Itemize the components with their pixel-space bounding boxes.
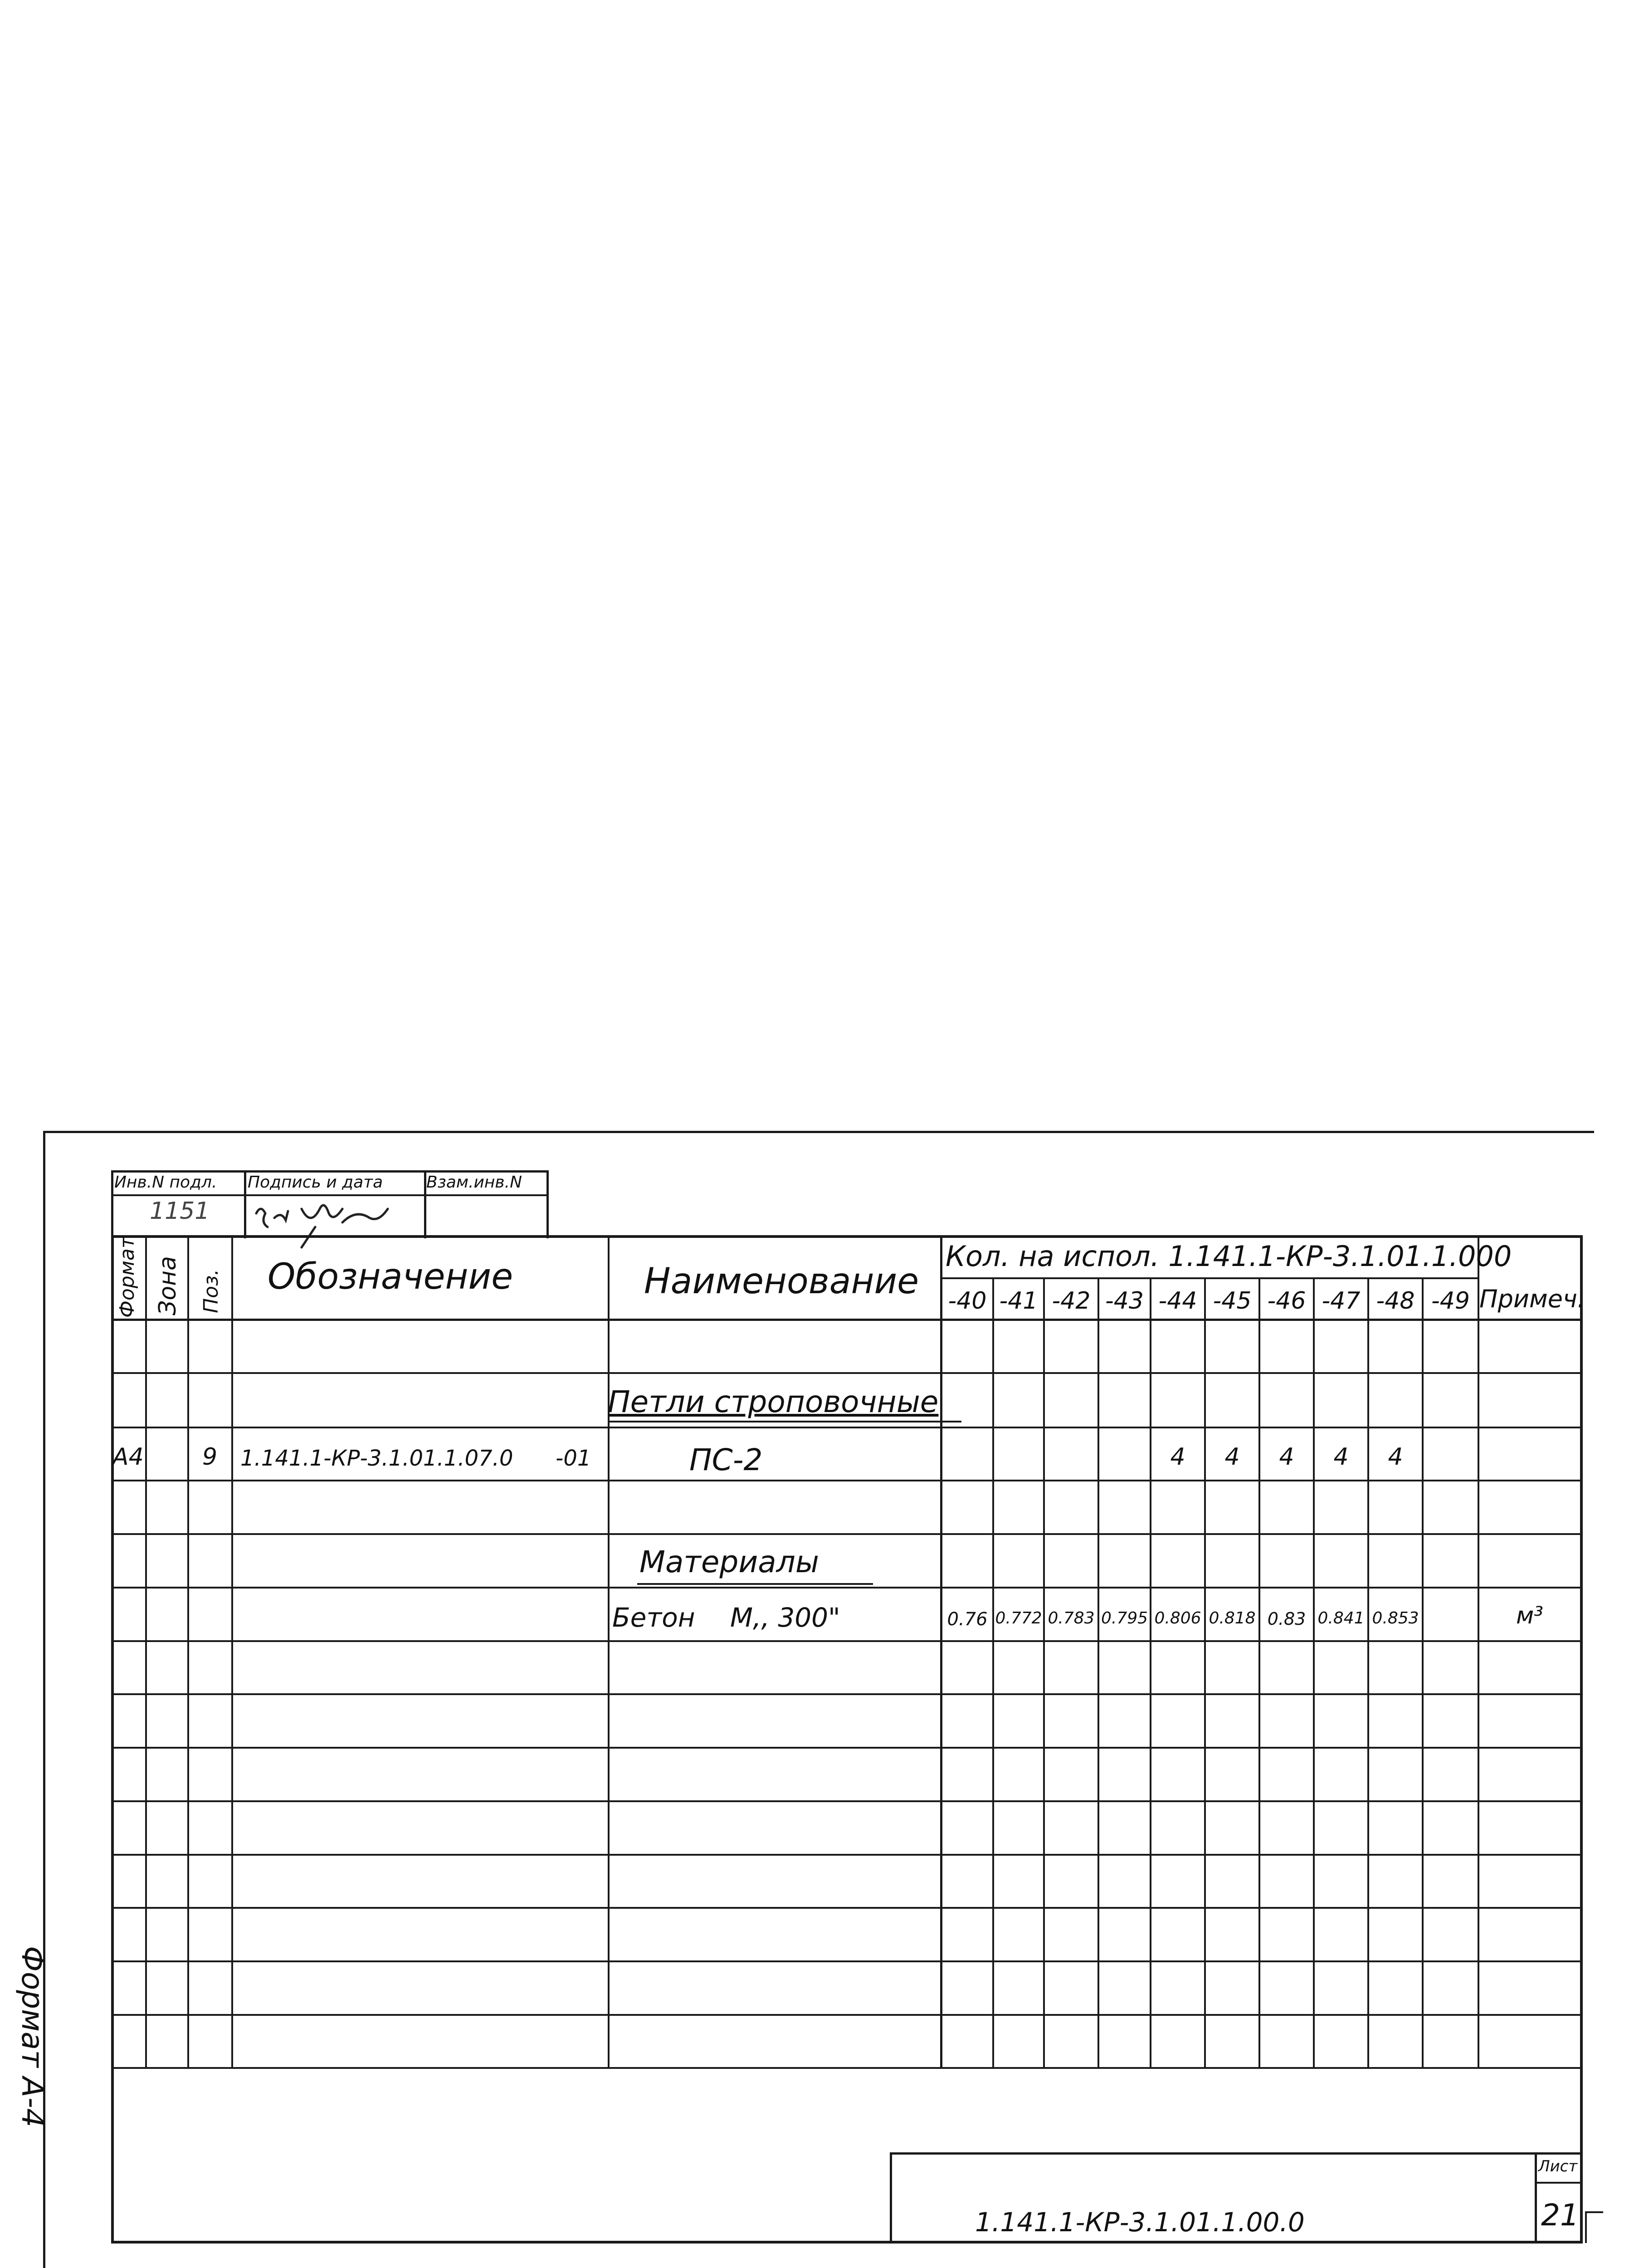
stamp-header-inv: Инв.N подл. [114,1173,217,1192]
section-materials: Материалы [639,1545,819,1579]
row-concrete-qty-42: 0.783 [1048,1609,1095,1628]
header-zone: Зона [154,1256,181,1315]
header-name: Наименование [644,1261,919,1302]
qty-col-40: -40 [948,1287,987,1315]
row-concrete-grade: М,, 300" [730,1602,840,1633]
row-loop-qty-45: 4 [1224,1443,1240,1471]
row-concrete-qty-46: 0.83 [1267,1609,1306,1629]
row-loop-designation-suffix: -01 [556,1446,591,1471]
edge-mark-2 [1585,2211,1603,2213]
row-concrete-qty-41: 0.772 [995,1609,1042,1628]
qty-col-45: -45 [1213,1287,1252,1315]
signature-scribble [247,1195,424,1250]
qty-col-42: -42 [1052,1287,1091,1315]
row-loop-format: А4 [112,1443,144,1471]
header-pos: Поз. [200,1269,223,1313]
row-loop-qty-46: 4 [1279,1443,1294,1471]
row-concrete-note: м³ [1516,1602,1544,1629]
row-loop-qty-44: 4 [1170,1443,1185,1471]
qty-col-44: -44 [1158,1287,1197,1315]
header-qty-title: Кол. на испол. 1.141.1-КР-3.1.01.1.000 [946,1240,1512,1273]
row-loop-qty-47: 4 [1333,1443,1349,1471]
format-label: Формат А-4 [15,1946,50,2127]
sheet-label: Лист [1538,2157,1578,2175]
row-concrete-qty-45: 0.818 [1209,1609,1256,1628]
stamp-header-replacement: Взам.инв.N [426,1173,522,1192]
header-note: Примеч. [1479,1285,1585,1313]
edge-mark [1585,2211,1587,2243]
row-loop-qty-48: 4 [1388,1443,1403,1471]
row-concrete-name: Бетон [612,1602,695,1633]
row-concrete-qty-48: 0.853 [1372,1609,1419,1628]
header-format: Формат [116,1237,139,1318]
qty-col-41: -41 [999,1287,1038,1315]
outer-border-top [43,1131,1594,1133]
document-code: 1.141.1-КР-3.1.01.1.00.0 [975,2207,1305,2238]
qty-col-46: -46 [1267,1287,1306,1315]
qty-col-48: -48 [1376,1287,1415,1315]
row-loop-pos: 9 [202,1443,218,1471]
row-loop-name: ПС-2 [689,1442,763,1477]
stamp-value-inv: 1151 [150,1198,210,1225]
qty-col-43: -43 [1105,1287,1144,1315]
row-concrete-qty-47: 0.841 [1317,1609,1365,1628]
row-concrete-qty-43: 0.795 [1101,1609,1148,1628]
row-loop-designation: 1.141.1-КР-3.1.01.1.07.0 [240,1446,513,1471]
section-loops-underline [608,1421,961,1422]
header-designation: Обозначение [268,1256,513,1297]
qty-col-49: -49 [1431,1287,1470,1315]
sheet-number: 21 [1541,2198,1579,2233]
row-concrete-qty-40: 0.76 [947,1609,988,1630]
row-concrete-qty-44: 0.806 [1154,1609,1201,1628]
section-loops: Петли строповочные [608,1384,939,1419]
qty-col-47: -47 [1322,1287,1361,1315]
section-materials-underline [637,1583,873,1585]
stamp-header-signature: Подпись и дата [248,1173,383,1192]
